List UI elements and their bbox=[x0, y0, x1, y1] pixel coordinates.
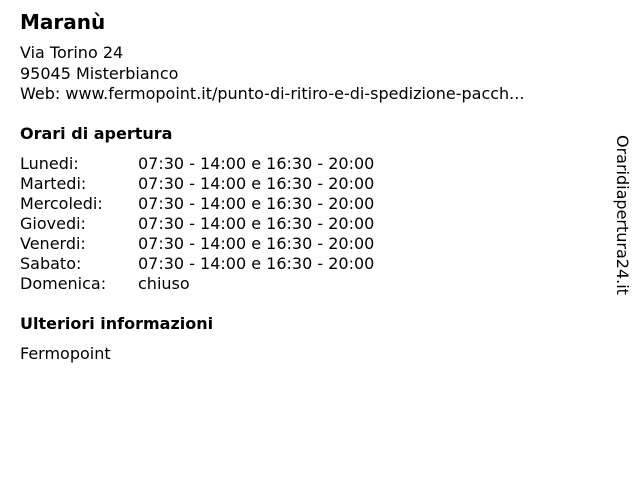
hours-day: Giovedi: bbox=[20, 214, 86, 233]
hours-row-lunedi bbox=[20, 154, 374, 174]
opening-hours-table bbox=[20, 154, 374, 294]
further-info-heading: Ulteriori informazioni bbox=[20, 314, 214, 333]
website-link[interactable]: Web: www.fermopoint.it/punto-di-ritiro-e-di-spedizione-pacch... bbox=[20, 84, 525, 103]
hours-day: Domenica: bbox=[20, 274, 107, 293]
hours-time: 07:30 - 14:00 e 16:30 - 20:00 bbox=[138, 194, 375, 213]
hours-day: Lunedi: bbox=[20, 154, 79, 173]
further-info-text: Fermopoint bbox=[20, 344, 111, 363]
hours-row-giovedi bbox=[20, 214, 374, 234]
hours-row-mercoledi bbox=[20, 194, 374, 214]
street-address: Via Torino 24 bbox=[20, 43, 124, 62]
hours-day: Venerdi: bbox=[20, 234, 86, 253]
site-watermark: Oraridiapertura24.it bbox=[613, 135, 632, 295]
hours-row-venerdi bbox=[20, 234, 374, 254]
address-block bbox=[20, 43, 524, 105]
hours-time: 07:30 - 14:00 e 16:30 - 20:00 bbox=[138, 174, 375, 193]
hours-day: Martedi: bbox=[20, 174, 87, 193]
hours-time: 07:30 - 14:00 e 16:30 - 20:00 bbox=[138, 154, 375, 173]
hours-time: 07:30 - 14:00 e 16:30 - 20:00 bbox=[138, 214, 375, 233]
city-address: 95045 Misterbianco bbox=[20, 63, 179, 83]
hours-row-sabato bbox=[20, 254, 374, 274]
hours-row-domenica bbox=[20, 274, 374, 294]
hours-time: 07:30 - 14:00 e 16:30 - 20:00 bbox=[138, 234, 375, 253]
hours-row-martedi bbox=[20, 174, 374, 194]
opening-hours-heading: Orari di apertura bbox=[20, 124, 173, 143]
hours-day: Mercoledi: bbox=[20, 194, 103, 213]
hours-time: 07:30 - 14:00 e 16:30 - 20:00 bbox=[138, 254, 375, 273]
hours-time: chiuso bbox=[138, 274, 190, 293]
hours-day: Sabato: bbox=[20, 254, 82, 273]
page-title: Maranù bbox=[20, 10, 106, 34]
